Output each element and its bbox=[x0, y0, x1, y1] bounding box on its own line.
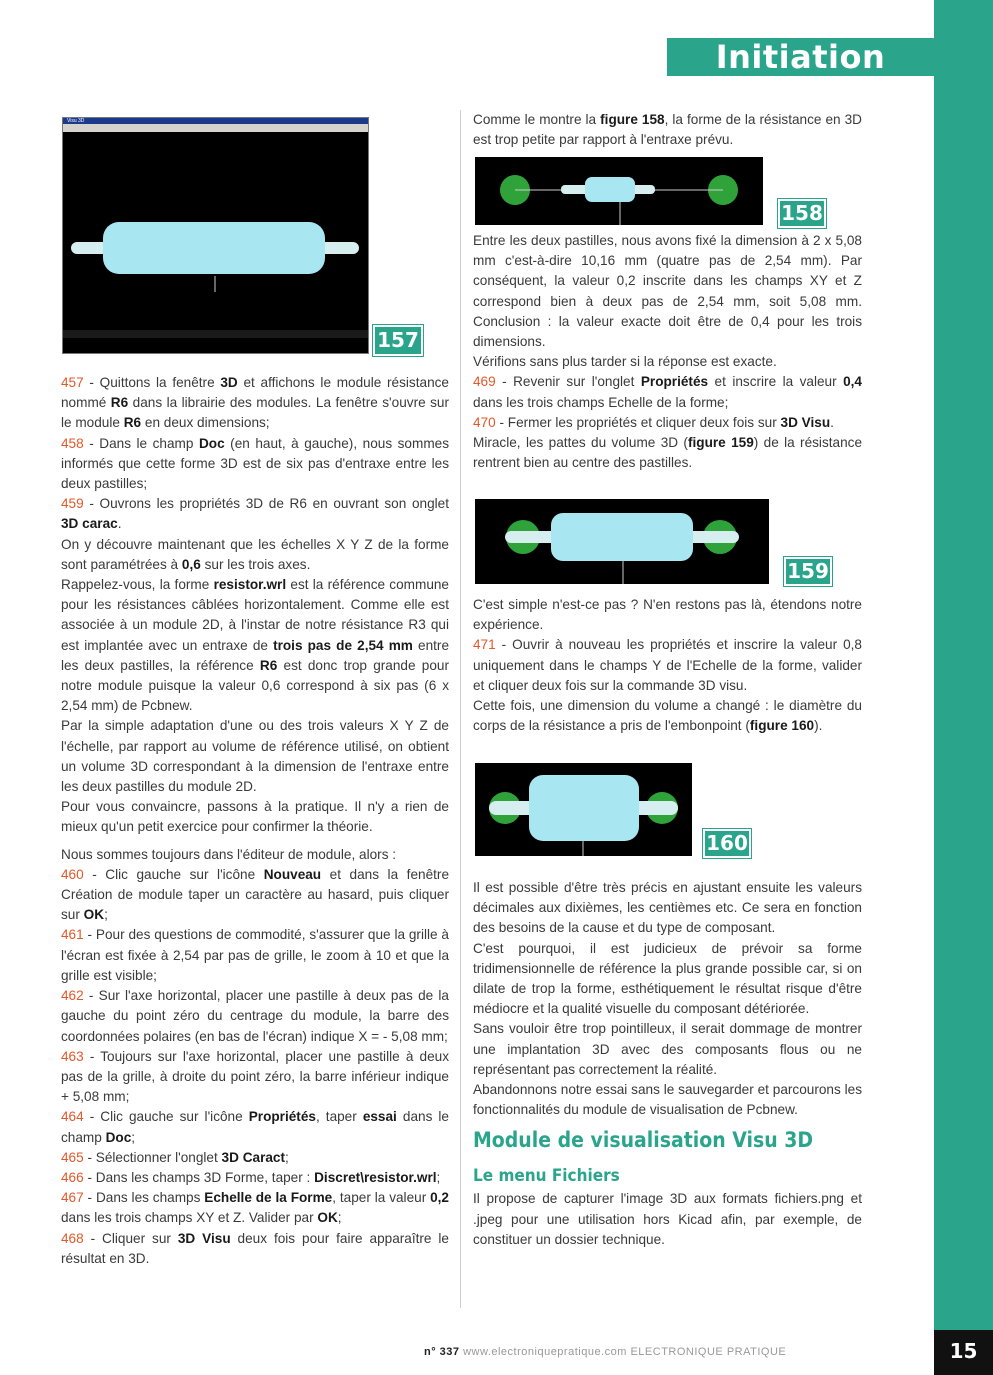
paragraph-466: 466 - Dans les champs 3D Forme, taper : Discret\resistor.wrl; bbox=[61, 1169, 441, 1185]
paragraph-simple: C'est simple n'est-ce pas ? N'en restons pas là, étendons notre expérience. bbox=[473, 597, 862, 633]
paragraph-judicieux: C'est pourquoi, il est judicieux de prévoir sa forme tridimensionnelle de référence la plus grande possible car, si on dilate de trop la forme, esthétiquement le résultat risque d'être médiocre et la qualité visuelle du composant détériorée. bbox=[473, 940, 862, 1017]
paragraph-miracle: Miracle, les pattes du volume 3D (figure 159) de la résistance rentrent bien au centre des pastilles. bbox=[473, 435, 863, 471]
figure-157 bbox=[62, 117, 369, 354]
heading-module-visu: Module de visualisation Visu 3D bbox=[473, 1128, 814, 1153]
paragraph-embonpoint: Cette fois, une dimension du volume a changé : le diamètre du corps de la résistance a pris de l'embonpoint (figure 160). bbox=[473, 698, 862, 734]
paragraph-pointilleux: Sans vouloir être trop pointilleux, il serait dommage de montrer une implantation 3D avec des composants flous ou ne représentant pas correctement la réalité. bbox=[473, 1021, 862, 1077]
resistor-fit-render bbox=[475, 499, 769, 584]
figure-159 bbox=[475, 499, 769, 584]
paragraph-470: 470 - Fermer les propriétés et cliquer deux fois sur 3D Visu. bbox=[473, 414, 834, 430]
window-titlebar: Visu 3D bbox=[63, 118, 368, 124]
section-header: Initiation bbox=[667, 38, 934, 76]
column-divider bbox=[460, 110, 461, 1308]
paragraph-468: 468 - Cliquer sur 3D Visu deux fois pour faire apparaître le résultat en 3D. bbox=[61, 1230, 449, 1266]
figure-160-badge: 160 bbox=[703, 829, 751, 858]
right-block-2 bbox=[473, 231, 862, 473]
paragraph-fig158-ref: Comme le montre la figure 158, la forme de la résistance en 3D est trop petite par rapport à l'entraxe prévu. bbox=[473, 112, 863, 148]
figure-160 bbox=[475, 763, 692, 856]
paragraph-capture: Il propose de capturer l'image 3D aux formats fichiers.png et .jpeg pour une utilisation hors Kicad afin, par exemple, de constituer un dossier technique. bbox=[473, 1191, 862, 1247]
figure-159-badge: 159 bbox=[784, 557, 832, 586]
paragraph-precision: Il est possible d'être très précis en ajustant ensuite les valeurs décimales aux dixièmes, les centièmes etc. Ce sera en fonction des besoins de la cause et du type de composant. bbox=[473, 880, 862, 936]
paragraph-adaptation: Par la simple adaptation d'une ou des trois valeurs X Y Z de l'échelle, par rapport au volume de référence utilisé, on obtient un volume 3D correspondant à la dimension de l'entraxe entre les deux pastilles du module 2D. bbox=[61, 718, 449, 795]
footer bbox=[424, 1346, 786, 1358]
side-color-bar bbox=[934, 0, 993, 1375]
left-column bbox=[61, 373, 449, 1269]
paragraph-471: 471 - Ouvrir à nouveau les propriétés et inscrire la valeur 0,8 uniquement dans le champs Y de l'Echelle de la forme, valider et cliquer deux fois sur la commande 3D visu. bbox=[473, 637, 862, 693]
paragraph-464: 464 - Clic gauche sur l'icône Propriétés, taper essai dans le champ Doc; bbox=[61, 1109, 449, 1145]
paragraph-verifions: Vérifions sans plus tarder si la réponse est exacte. bbox=[473, 354, 777, 370]
figure-158-badge: 158 bbox=[778, 199, 826, 228]
magazine-name: ELECTRONIQUE PRATIQUE bbox=[630, 1346, 787, 1358]
paragraph-460: 460 - Clic gauche sur l'icône Nouveau et dans la fenêtre Création de module taper un caractère au hasard, puis cliquer sur OK; bbox=[61, 866, 449, 923]
right-block-4 bbox=[473, 878, 862, 1250]
resistor-3d-render bbox=[63, 132, 368, 338]
issue-number: n° 337 bbox=[424, 1346, 460, 1358]
paragraph-459: 459 - Ouvrons les propriétés 3D de R6 en ouvrant son onglet 3D carac. bbox=[61, 496, 449, 532]
window-toolbar bbox=[63, 124, 368, 132]
resistor-fat-render bbox=[475, 763, 692, 856]
figure-158 bbox=[475, 157, 763, 225]
paragraph-465: 465 - Sélectionner l'onglet 3D Caract; bbox=[61, 1149, 289, 1165]
paragraph-pratique: Pour vous convaincre, passons à la pratique. Il n'y a rien de mieux qu'un petit exercice pour confirmer la théorie. bbox=[61, 799, 449, 835]
paragraph-editor: Nous sommes toujours dans l'éditeur de module, alors : bbox=[61, 846, 397, 862]
website: www.electroniquepratique.com bbox=[463, 1346, 627, 1358]
paragraph-463: 463 - Toujours sur l'axe horizontal, placer une pastille à deux pas de la grille, à droite du point zéro, la barre inférieur indique + 5,08 mm; bbox=[61, 1048, 449, 1105]
paragraph-458: 458 - Dans le champ Doc (en haut, à gauche), nous sommes informés que cette forme 3D est de six pas d'entraxe entre les deux pastilles; bbox=[61, 435, 449, 492]
paragraph-pastilles: Entre les deux pastilles, nous avons fixé la dimension à 2 x 5,08 mm c'est-à-dire 10,16 mm (quatre pas de 2,54 mm). Par conséquent, la valeur 0,2 inscrite dans les champs XY et Z correspond bien à deux pas de 2,54 mm, soit 5,08 mm. Conclusion : la valeur exacte doit être de 0,4 pour les trois dimensions. bbox=[473, 233, 862, 350]
paragraph-467: 467 - Dans les champs Echelle de la Forme, taper la valeur 0,2 dans les trois champs XY et Z. Valider par OK; bbox=[61, 1190, 449, 1226]
paragraph-457: 457 - Quittons la fenêtre 3D et affichons le module résistance nommé R6 dans la librairie des modules. La fenêtre s'ouvre sur le module R6 en deux dimensions; bbox=[61, 375, 449, 431]
heading-menu-fichiers: Le menu Fichiers bbox=[473, 1166, 620, 1187]
paragraph-abandonnons: Abandonnons notre essai sans le sauvegarder et parcourons les fonctionnalités du module de visualisation de Pcbnew. bbox=[473, 1082, 862, 1118]
paragraph-469: 469 - Revenir sur l'onglet Propriétés et inscrire la valeur 0,4 dans les trois champs Echelle de la forme; bbox=[473, 374, 862, 410]
paragraph-scales: On y découvre maintenant que les échelles X Y Z de la forme sont paramétrées à 0,6 sur les trois axes. bbox=[61, 536, 449, 572]
resistor-small-render bbox=[475, 157, 763, 225]
paragraph-462: 462 - Sur l'axe horizontal, placer une pastille à deux pas de la gauche du point zéro du centrage du module, la barre des coordonnées polaires (en bas de l'écran) indique X = - 5,08 mm; bbox=[61, 988, 449, 1044]
right-block-3 bbox=[473, 595, 862, 736]
page-number: 15 bbox=[934, 1330, 993, 1375]
right-intro bbox=[473, 110, 862, 150]
figure-157-badge: 157 bbox=[373, 325, 423, 356]
paragraph-resistor-wrl: Rappelez-vous, la forme resistor.wrl est la référence commune pour les résistances câblées horizontalement. Comme elle est associée à un module 2D, à l'instar de notre résistance R3 qui est implantée avec un entraxe de trois pas de 2,54 mm entre les deux pastilles, la référence R6 est donc trop grande pour notre module puisque la valeur 0,6 correspond à six pas (6 x 2,54 mm) de Pcbnew. bbox=[61, 577, 450, 714]
paragraph-461: 461 - Pour des questions de commodité, s'assurer que la grille à l'écran est fixée à 2,54 par pas de grille, le zoom à 10 et que la grille est visible; bbox=[61, 927, 449, 983]
